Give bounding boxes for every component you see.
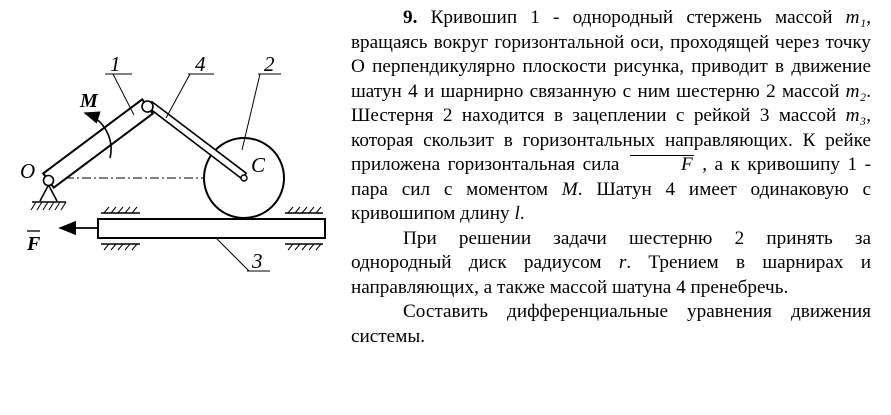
label-4: 4 <box>195 52 206 76</box>
radius-r-symbol: r <box>618 252 627 273</box>
p1-text-b: , вращаясь вокруг горизонтальной оси, проходящей через точку O перпендикулярно плоскости рисунка, приводит в движение шатун 4 и шарнирно связанную с ним шестерню 2 массой <box>351 7 871 102</box>
label-M: M <box>80 90 98 112</box>
mechanism-figure <box>0 0 350 410</box>
crank-1 <box>43 99 153 187</box>
hinge-C <box>241 175 247 181</box>
leader-1-diag <box>113 74 134 115</box>
mass-m3: m₃ <box>845 105 867 126</box>
label-1: 1 <box>110 52 121 76</box>
label-3: 3 <box>252 249 263 273</box>
paragraph-2 <box>351 227 871 301</box>
guide-bottom-left <box>101 244 140 250</box>
paragraph-1 <box>351 6 871 227</box>
p1-text-a: Кривошип 1 - однородный стержень массой <box>430 7 846 28</box>
hinge-A <box>142 101 153 112</box>
p2-text-a: При решении задачи шестерню 2 принять за однородный диск радиусом <box>351 227 871 273</box>
guide-top-right <box>285 207 323 213</box>
mass-m2: m₂ <box>845 80 867 102</box>
problem-number: 9. <box>403 7 418 28</box>
p1-text-f: . Шатун 4 имеет одинаковую с кривошипом длину <box>351 178 872 224</box>
paragraph-3: Составить дифференциальные уравнения движения системы. <box>351 301 871 347</box>
guide-top-left <box>101 207 140 213</box>
leader-4-diag <box>166 74 190 118</box>
mechanism-diagram <box>0 0 350 410</box>
p1-text-d: , которая скользит в горизонтальных направляющих. К рейке приложена горизонтальная сила <box>351 105 871 175</box>
p1-text-e: , а к кривошипу 1 - пара сил с моментом <box>351 154 872 200</box>
problem-text <box>351 6 871 349</box>
rack-3 <box>98 219 325 238</box>
label-O: O <box>20 159 36 183</box>
mass-m1: m₁ <box>845 7 867 28</box>
p1-text-c: . Шестерня 2 находится в зацеплении с рейкой 3 массой <box>351 80 871 126</box>
moment-M-symbol: M <box>561 178 578 200</box>
guide-bottom-right <box>285 244 323 250</box>
p2-text-b: . Трением в шарнирах и направляющих, а также массой шатуна 4 пренебречь. <box>351 252 871 298</box>
support-O <box>31 185 66 210</box>
p1-text-end: . <box>519 203 525 224</box>
label-2: 2 <box>264 52 275 76</box>
length-l-symbol: l <box>514 203 520 224</box>
force-F-symbol: F <box>627 153 695 178</box>
leader-3-diag <box>216 238 249 271</box>
label-C: C <box>251 153 266 177</box>
label-F: F <box>27 233 41 255</box>
hinge-O <box>44 176 54 186</box>
